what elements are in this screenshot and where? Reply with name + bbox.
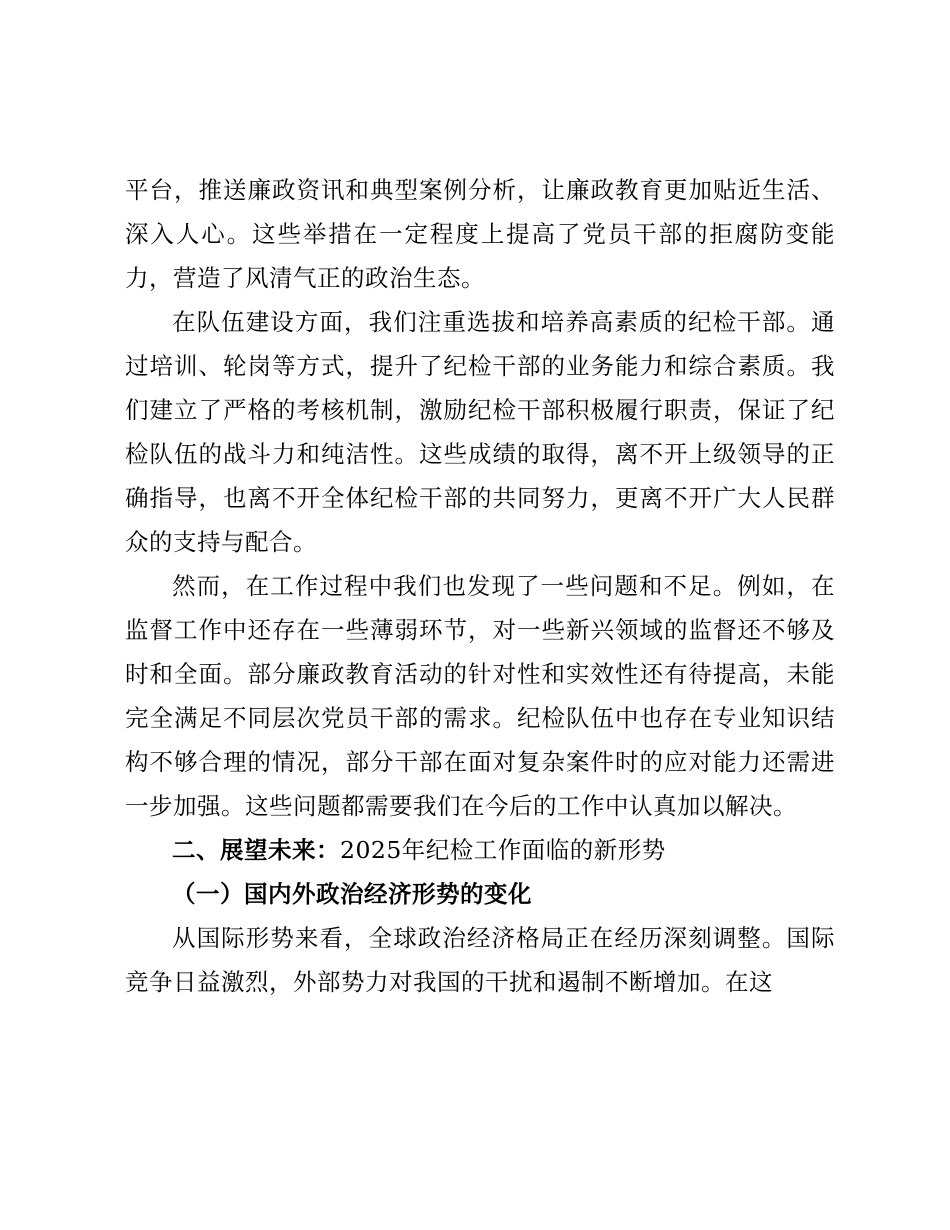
paragraph-4: 从国际形势来看，全球政治经济格局正在经历深刻调整。国际竞争日益激烈，外部势力对我国的干扰和遏制不断增加。在这: [125, 924, 835, 996]
paragraph-2: 在队伍建设方面，我们注重选拔和培养高素质的纪检干部。通过培训、轮岗等方式，提升了纪检干部的业务能力和综合素质。我们建立了严格的考核机制，激励纪检干部积极履行职责，保证了纪检队伍的战斗力和纯洁性。这些成绩的取得，离不开上级领导的正确指导，也离不开全体纪检干部的共同努力，更离不开广大人民群众的支持与配合。: [125, 308, 835, 556]
document-page: [125, 168, 835, 1004]
paragraph-3: 然而，在工作过程中我们也发现了一些问题和不足。例如，在监督工作中还存在一些薄弱环节，对一些新兴领域的监督还不够及时和全面。部分廉政教育活动的针对性和实效性还有待提高，未能完全满足不同层次党员干部的需求。纪检队伍中也存在专业知识结构不够合理的情况，部分干部在面对复杂案件时的应对能力还需进一步加强。这些问题都需要我们在今后的工作中认真加以解决。: [125, 572, 835, 820]
subsection-heading: （一）国内外政治经济形势的变化: [172, 880, 532, 908]
section-heading-title: 2025年纪检工作面临的新形势: [340, 836, 666, 864]
section-heading-label: 二、展望未来：: [172, 836, 340, 864]
paragraph-1: 平台，推送廉政资讯和典型案例分析，让廉政教育更加贴近生活、深入人心。这些举措在一定程度上提高了党员干部的拒腐防变能力，营造了风清气正的政治生态。: [125, 176, 835, 292]
section-heading: [125, 828, 835, 872]
